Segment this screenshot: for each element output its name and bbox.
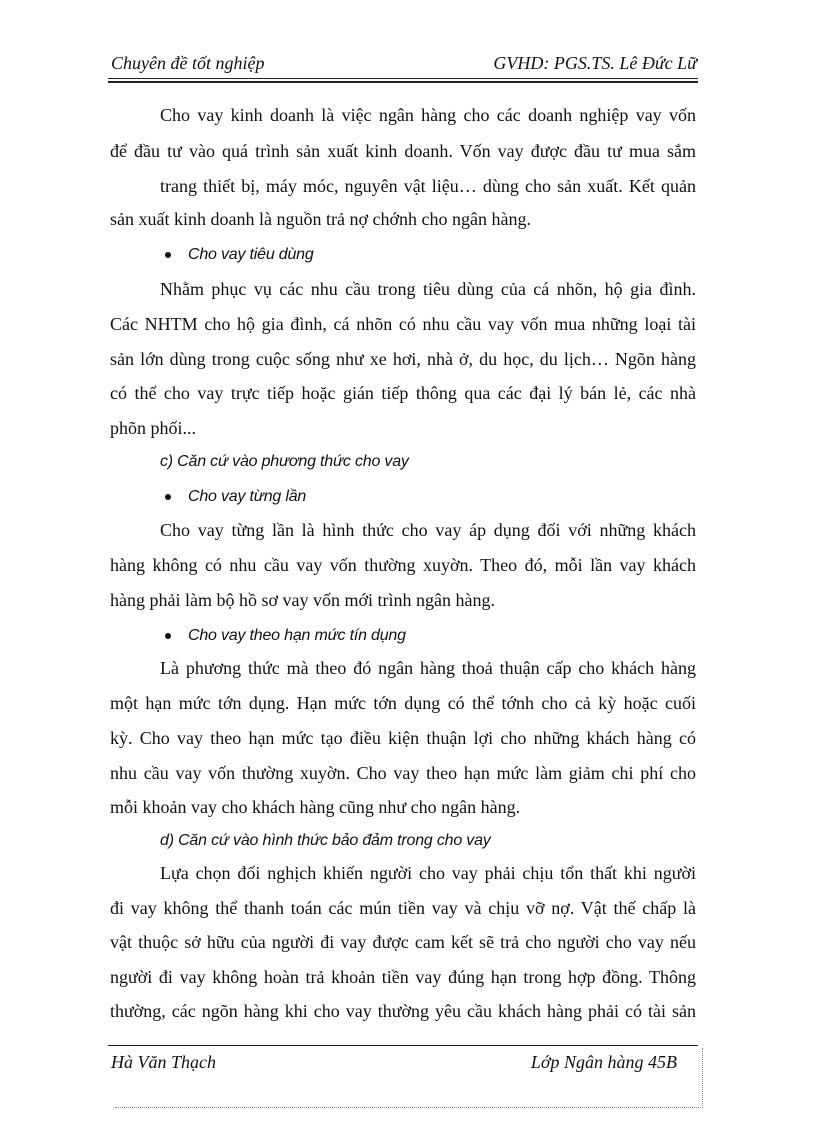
page-header <box>111 51 697 75</box>
paragraph-line: có thể cho vay trực tiếp hoặc gián tiếp thông qua các đại lý bán lẻ, các nhà <box>110 383 696 403</box>
header-rule-thick <box>108 81 698 83</box>
footer-rule <box>108 1045 698 1046</box>
paragraph-line: đi vay không thể thanh toán các mún tiền vay và chịu vỡ nợ. Vật thế chấp là <box>110 898 696 918</box>
paragraph-line: một hạn mức tớn dụng. Hạn mức tớn dụng có thể tớnh cho cả kỳ hoặc cuối <box>110 693 696 713</box>
page-border-shadow-horizontal <box>115 1107 703 1108</box>
bullet-icon <box>165 252 171 258</box>
paragraph-line: nhu cầu vay vốn thường xuyờn. Cho vay theo hạn mức làm giảm chi phí cho <box>110 763 696 783</box>
paragraph-line: trang thiết bị, máy móc, nguyên vật liệu… dùng cho sản xuất. Kết quản <box>160 176 696 196</box>
paragraph-line: sản xuất kinh doanh là nguồn trả nợ chớnh cho ngân hàng. <box>110 209 531 229</box>
bullet-icon <box>165 633 171 639</box>
paragraph-line: phõn phối... <box>110 418 197 438</box>
paragraph-line: người đi vay không hoàn trả khoản tiền vay đúng hạn trong hợp đồng. Thông <box>110 967 696 987</box>
paragraph-line: vật thuộc sở hữu của người đi vay được cam kết sẽ trả cho người cho vay nếu <box>110 932 696 952</box>
header-right-text: GVHD: PGS.TS. Lê Đức Lữ <box>493 53 697 73</box>
bullet-heading: Cho vay theo hạn mức tín dụng <box>188 627 406 644</box>
paragraph-line: Nhằm phục vụ các nhu cầu trong tiêu dùng của cá nhõn, hộ gia đình. <box>160 279 696 299</box>
page-border-shadow-vertical <box>702 1048 704 1108</box>
bullet-icon <box>165 494 171 500</box>
header-rule-thin <box>108 78 698 79</box>
section-heading: c) Căn cứ vào phương thức cho vay <box>160 453 409 470</box>
paragraph-line: Là phương thức mà theo đó ngân hàng thoả thuận cấp cho khách hàng <box>160 658 696 678</box>
paragraph-line: Cho vay từng lần là hình thức cho vay áp dụng đối với những khách <box>160 520 696 540</box>
paragraph-line: Cho vay kinh doanh là việc ngân hàng cho các doanh nghiệp vay vốn <box>160 105 696 125</box>
paragraph-line: mỗi khoản vay cho khách hàng cũng như cho ngân hàng. <box>110 797 521 817</box>
bullet-heading: Cho vay tiêu dùng <box>188 246 314 263</box>
section-heading: d) Căn cứ vào hình thức bảo đảm trong cho vay <box>160 832 491 849</box>
paragraph-line: sản lớn dùng trong cuộc sống như xe hơi, nhà ở, du học, du lịch… Ngõn hàng <box>110 349 696 369</box>
page-footer <box>111 1050 677 1074</box>
bullet-heading: Cho vay từng lần <box>188 488 307 505</box>
header-left-text: Chuyên đề tốt nghiệp <box>111 53 265 73</box>
paragraph-line: Lựa chọn đối nghịch khiến người cho vay phải chịu tổn thất khi người <box>160 863 696 883</box>
footer-right-text: Lớp Ngân hàng 45B <box>530 1052 677 1072</box>
paragraph-line: hàng không có nhu cầu vay vốn thường xuyờn. Theo đó, mỗi lần vay khách <box>110 555 696 575</box>
footer-left-text: Hà Văn Thạch <box>111 1052 216 1072</box>
paragraph-line: thường, các ngõn hàng khi cho vay thường yêu cầu khách hàng phải có tài sản <box>110 1001 696 1021</box>
paragraph-line: kỳ. Cho vay theo hạn mức tạo điều kiện thuận lợi cho những khách hàng có <box>110 728 696 748</box>
paragraph-line: hàng phải làm bộ hồ sơ vay vốn mới trình ngân hàng. <box>110 590 495 610</box>
paragraph-line: để đầu tư vào quá trình sản xuất kinh doanh. Vốn vay được đầu tư mua sắm <box>110 141 696 161</box>
paragraph-line: Các NHTM cho hộ gia đình, cá nhõn có nhu cầu vay vốn mua những loại tài <box>110 314 696 334</box>
